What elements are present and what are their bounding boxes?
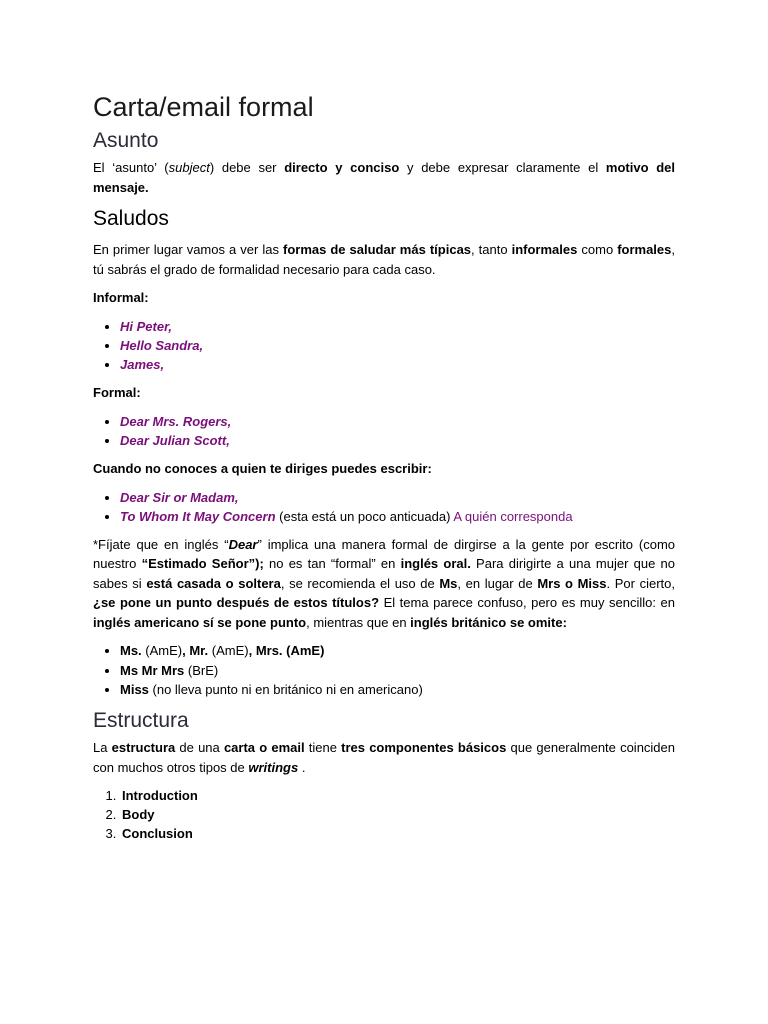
- list-item: 2. Body: [120, 805, 675, 824]
- list-item: • Ms. (AmE), Mr. (AmE), Mrs. (AmE): [120, 641, 675, 660]
- list-item: • Miss (no lleva punto ni en británico ni en americano): [120, 680, 675, 699]
- list-item: • Ms Mr Mrs (BrE): [120, 661, 675, 680]
- informal-label: Informal:: [93, 290, 149, 305]
- titles-list: [93, 641, 675, 699]
- heading-saludos: Saludos: [93, 207, 169, 230]
- list-item: 1. Introduction: [120, 786, 675, 805]
- heading-asunto: Asunto: [93, 129, 159, 152]
- list-item: • Dear Mrs. Rogers,: [120, 412, 675, 431]
- list-item: • To Whom It May Concern (esta está un poco anticuada) A quién corresponda: [120, 507, 675, 526]
- saludos-intro-paragraph: En primer lugar vamos a ver las formas de saludar más típicas, tanto informales como formales, tú sabrás el grado de formalidad necesario para cada caso.: [93, 242, 676, 277]
- heading-estructura: Estructura: [93, 709, 189, 733]
- list-item: • Hi Peter,: [120, 317, 675, 336]
- formal-list: [93, 412, 675, 450]
- list-item: 3. Conclusion: [120, 824, 675, 843]
- list-item: • Dear Julian Scott,: [120, 431, 675, 450]
- estructura-paragraph: La estructura de una carta o email tiene tres componentes básicos que generalmente coinciden con muchos otros tipos de writings .: [93, 740, 676, 775]
- list-item: • James,: [120, 355, 675, 374]
- formal-label: Formal:: [93, 385, 141, 401]
- unknown-recipient-list: [93, 488, 675, 526]
- list-item: • Dear Sir or Madam,: [120, 488, 675, 507]
- unknown-recipient-label: Cuando no conoces a quien te diriges puedes escribir:: [93, 461, 432, 477]
- structure-list: [93, 786, 675, 844]
- list-item: • Hello Sandra,: [120, 336, 675, 355]
- asunto-paragraph: El ‘asunto’ (subject) debe ser directo y conciso y debe expresar claramente el motivo del mensaje.: [93, 160, 675, 195]
- dear-note-paragraph: *Fíjate que en inglés “Dear” implica una manera formal de dirgirse a la gente por escrito (como nuestro “Estimado Señor”); no es tan “formal” en inglés oral. Para dirigirte a una mujer que no sabes si está casada o soltera, se recomienda el uso de Ms, en lugar de Mrs o Miss. Por cierto, ¿se pone un punto después de estos títulos? El tema parece confuso, pero es muy sencillo: en inglés americano sí se pone punto, mientras que en inglés británico se omite:: [93, 536, 675, 630]
- informal-list: [93, 317, 675, 375]
- document-title: Carta/email formal: [93, 92, 314, 122]
